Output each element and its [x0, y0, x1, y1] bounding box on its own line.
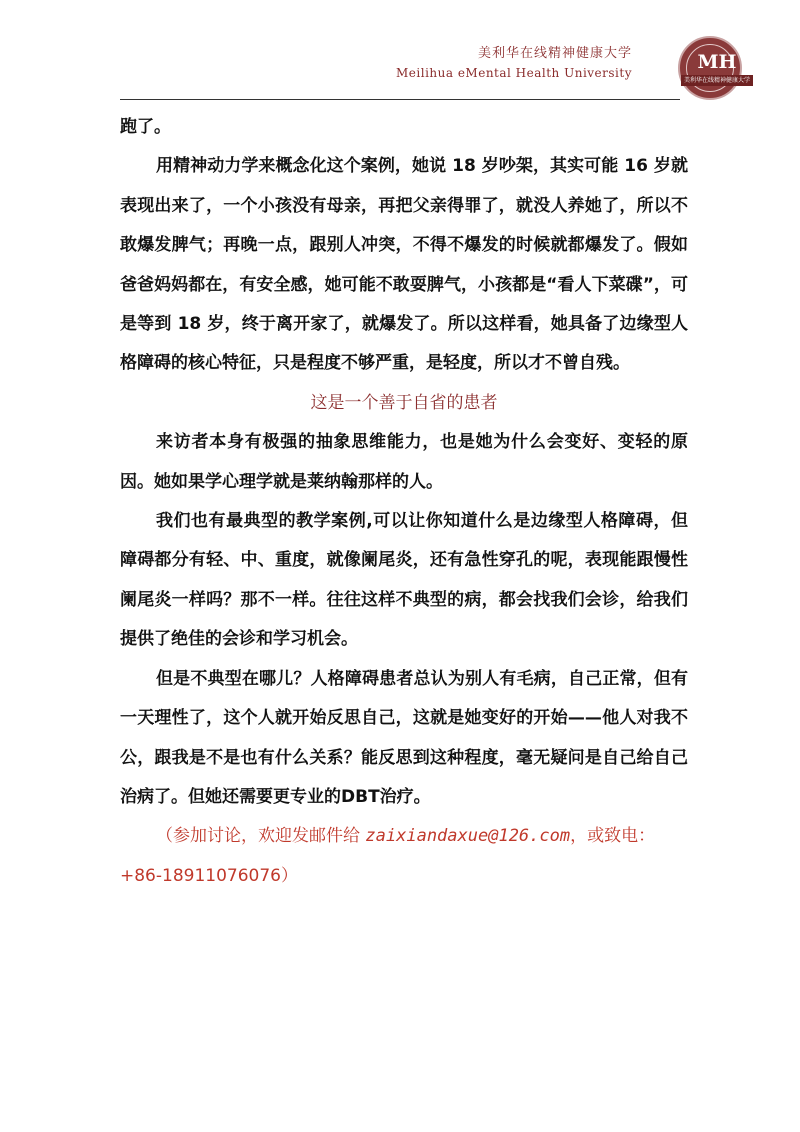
header-en-title: Meilihua eMental Health University: [396, 66, 632, 80]
paragraph-continuation: 跑了。: [120, 117, 171, 137]
contact-email-link[interactable]: zaixiandaxue@126.com: [365, 826, 571, 847]
header-rule: [120, 99, 680, 100]
section-title: 这是一个善于自省的患者: [310, 392, 498, 413]
paragraph-abstract-thinking: 来访者本身有极强的抽象思维能力，也是她为什么会变好、变轻的原因。她如果学心理学就是莱纳翰那样的人。: [120, 432, 688, 492]
header-cn-title: 美利华在线精神健康大学: [477, 46, 632, 61]
university-logo: [678, 36, 750, 100]
contact-middle: ，或致电：: [570, 826, 656, 847]
paragraph-teaching-case: 我们也有最典型的教学案例,可以让你知道什么是边缘型人格障碍，但障碍都分有轻、中、重度，就像阑尾炎，还有急性穿孔的呢，表现能跟慢性阑尾炎一样吗？那不一样。往往这样不典型的病，都会找我们会诊，给我们提供了绝佳的会诊和学习机会。: [120, 511, 688, 650]
logo-mh-text: MH: [697, 51, 737, 73]
header: [396, 46, 632, 81]
contact-prefix: （参加讨论，欢迎发邮件给: [156, 826, 366, 847]
logo-band: 美利华在线精神健康大学: [681, 75, 753, 86]
contact-phone: +86-18911076076）: [120, 865, 298, 886]
paragraph-case-analysis: 用精神动力学来概念化这个案例，她说 18 岁吵架，其实可能 16 岁就表现出来了，一个小孩没有母亲，再把父亲得罪了，就没人养她了，所以不敢爆发脾气；再晚一点，跟别人冲突，不得不爆发的时候就都爆发了。假如爸爸妈妈都在，有安全感，她可能不敢耍脾气，小孩都是“看人下菜碟”，可是等到 18 岁，终于离开家了，就爆发了。所以这样看，她具备了边缘型人格障碍的核心特征，只是程度不够严重，是轻度，所以才不曾自残。: [120, 156, 688, 374]
logo-ring: [683, 44, 750, 92]
contact-note: [120, 817, 688, 896]
page-body: [120, 108, 688, 896]
paragraph-atypical: 但是不典型在哪儿？人格障碍患者总认为别人有毛病，自己正常，但有一天理性了，这个人就开始反思自己，这就是她变好的开始——他人对我不公，跟我是不是也有什么关系？能反思到这种程度，毫无疑问是自己给自己治病了。但她还需要更专业的DBT治疗。: [120, 668, 688, 807]
